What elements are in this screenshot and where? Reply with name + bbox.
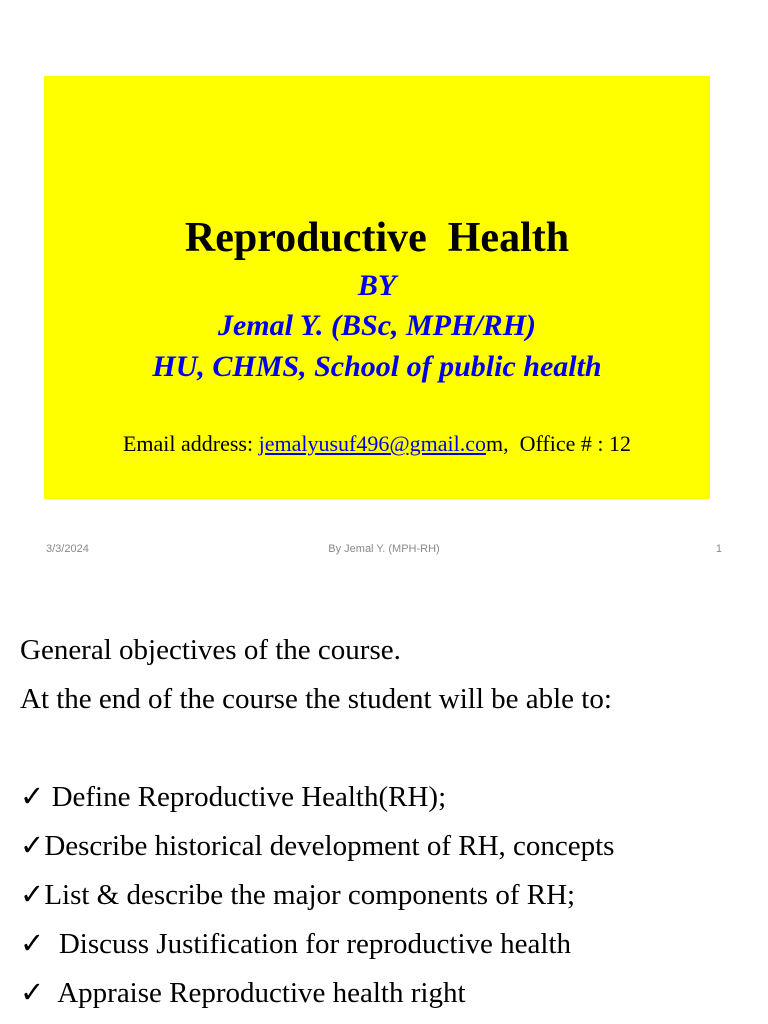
- checkmark-icon: ✓: [20, 781, 45, 813]
- email-label: Email address:: [122, 431, 259, 456]
- checkmark-icon: ✓: [20, 879, 45, 911]
- footer-author: By Jemal Y. (MPH-RH): [328, 543, 440, 555]
- email-link[interactable]: jemalyusuf496@gmail.co: [258, 431, 486, 456]
- objective-item: [20, 773, 760, 822]
- checkmark-icon: ✓: [20, 830, 45, 862]
- author-name: Jemal Y. (BSc, MPH/RH): [217, 309, 537, 342]
- objective-item: [20, 871, 760, 920]
- objective-text: Appraise Reproductive health right: [44, 977, 466, 1009]
- footer-date: 3/3/2024: [46, 543, 89, 555]
- objective-item: [20, 822, 760, 871]
- objective-text: Discuss Justification for reproductive health: [44, 928, 572, 960]
- page-number: 1: [715, 543, 722, 555]
- objectives-intro: At the end of the course the student will be able to:: [20, 683, 612, 715]
- contact-line: [44, 430, 710, 458]
- objective-text: Define Reproductive Health(RH);: [44, 781, 447, 813]
- objective-text: List & describe the major components of RH;: [44, 879, 576, 911]
- objective-text: Describe historical development of RH, concepts: [44, 830, 615, 862]
- office-text: m, Office # : 12: [486, 431, 632, 456]
- objective-item: [20, 969, 760, 1018]
- blank-line: [20, 724, 760, 773]
- by-label: BY: [357, 269, 397, 302]
- objective-item: [20, 920, 760, 969]
- checkmark-icon: ✓: [20, 977, 45, 1009]
- affiliation: HU, CHMS, School of public health: [152, 350, 602, 383]
- title-slide: [44, 76, 710, 499]
- checkmark-icon: ✓: [20, 928, 45, 960]
- objectives-slide: [20, 626, 760, 1018]
- objectives-heading: General objectives of the course.: [20, 634, 401, 666]
- slide-title: Reproductive Health: [184, 215, 570, 261]
